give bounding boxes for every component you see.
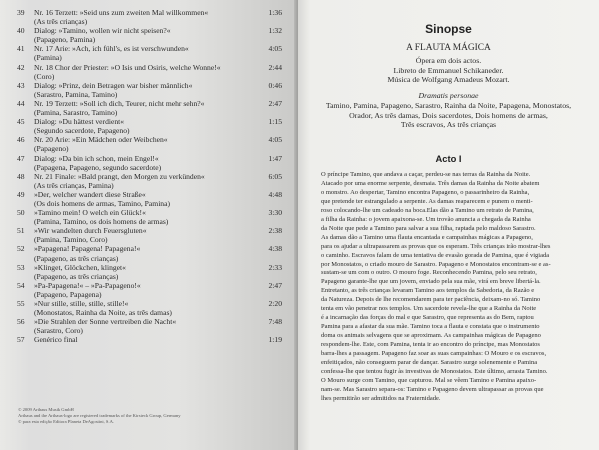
track-number: 40 bbox=[17, 26, 25, 36]
track-duration: 2:20 bbox=[268, 299, 282, 308]
track-title: »Klinget, Glöckchen, klinget« bbox=[34, 262, 126, 272]
track-row bbox=[17, 63, 282, 72]
track-cast-row bbox=[17, 53, 282, 62]
track-title: »Nur stille, stille, stille, stille!« bbox=[34, 299, 129, 308]
track-number bbox=[17, 272, 34, 281]
track-cast-row bbox=[17, 163, 282, 172]
track-number: 48 bbox=[17, 171, 25, 181]
synopsis-line: As damas dão a Tamino uma flauta encantada e campainhas mágicas a Papageno, bbox=[321, 233, 533, 241]
track-title: »Wir wandelten durch Feuersgluten« bbox=[34, 226, 147, 236]
track-number: 46 bbox=[17, 135, 25, 145]
track-duration: 1:15 bbox=[268, 117, 282, 127]
track-row bbox=[17, 335, 282, 344]
track-title: Dialog: »Tamino, wollen wir nicht speisen?« bbox=[34, 26, 171, 36]
track-number: 45 bbox=[17, 117, 25, 127]
track-title: Genérico final bbox=[34, 335, 78, 345]
track-title: (Papageno, Papagena) bbox=[34, 289, 102, 299]
track-cast-row bbox=[17, 326, 282, 335]
track-row bbox=[17, 172, 282, 181]
track-duration: 1:47 bbox=[268, 153, 282, 163]
track-duration bbox=[250, 126, 282, 135]
track-duration: 2:47 bbox=[268, 98, 282, 108]
track-row bbox=[17, 44, 282, 53]
track-number: 51 bbox=[17, 226, 25, 236]
synopsis-line: O príncipe Tamino, que andava a caçar, perdeu-se nas terras da Rainha da Noite. bbox=[321, 171, 531, 178]
track-number bbox=[17, 72, 34, 81]
track-duration bbox=[250, 308, 282, 317]
info-line: Música de Wolfgang Amadeus Mozart. bbox=[387, 75, 510, 85]
info-line: Libreto de Emmanuel Schikaneder. bbox=[393, 65, 504, 75]
track-number bbox=[17, 326, 34, 335]
track-duration bbox=[250, 235, 282, 244]
track-duration bbox=[250, 326, 282, 335]
track-cast-row bbox=[17, 217, 282, 226]
track-number bbox=[17, 181, 34, 190]
track-number: 44 bbox=[17, 98, 25, 108]
track-number: 42 bbox=[17, 62, 25, 72]
track-title: (Sarastro, Pamina, Tamino) bbox=[34, 89, 118, 99]
track-title: (Monostatos, Rainha da Noite, as três damas) bbox=[34, 308, 172, 318]
track-title: Nr. 18 Chor der Priester: »O Isis und Osiris, welche Wonne!« bbox=[34, 62, 221, 72]
track-row bbox=[17, 81, 282, 90]
track-number: 43 bbox=[17, 80, 25, 90]
track-number: 47 bbox=[17, 153, 25, 163]
track-number bbox=[17, 199, 34, 208]
synopsis-line: Pamina para a afastar da sua mãe. Tamino toca a flauta e constata que o instrumento bbox=[321, 323, 540, 331]
track-duration: 1:32 bbox=[268, 26, 282, 36]
track-title: (As três crianças, Pamina) bbox=[34, 180, 114, 190]
synopsis-line: enfeitiçados, não conseguem parar de dançar. Sarastro surge solenemente e Pamina bbox=[321, 359, 538, 367]
track-title: »Papagena! Papagena! Papagena!« bbox=[34, 244, 141, 254]
track-number: 39 bbox=[17, 8, 25, 17]
dramatis-line: Tamino, Pamina, Papageno, Sarastro, Rainha da Noite, Papagena, Monostatos, bbox=[325, 101, 572, 110]
track-title: (Papageno, Pamina) bbox=[34, 35, 96, 45]
track-number bbox=[17, 163, 34, 172]
track-title: (Papageno) bbox=[34, 144, 69, 154]
track-row bbox=[17, 281, 282, 290]
track-number: 55 bbox=[17, 299, 25, 308]
synopsis-line: O Mouro surge com Tamino, que capturou. Mal se vêem Tamino e Pamina apaixo- bbox=[321, 376, 537, 384]
track-duration: 0:46 bbox=[268, 80, 282, 90]
track-row bbox=[17, 8, 282, 17]
track-duration bbox=[250, 53, 282, 62]
track-cast-row bbox=[17, 90, 282, 99]
track-cast-row bbox=[17, 108, 282, 117]
track-row bbox=[17, 317, 282, 326]
dramatis-title: Dramatis personae bbox=[418, 91, 479, 100]
track-row bbox=[17, 135, 282, 144]
track-number bbox=[17, 217, 34, 226]
synopsis-line: respondem-lhe. Este, com Pamina, tenta ir ao encontro do príncipe, mas Monostatos bbox=[321, 341, 540, 349]
track-title: (Pamina, Tamino, os dois homens de armas) bbox=[34, 217, 169, 227]
track-title: Dialog: »Da bin ich schon, mein Engel!« bbox=[34, 153, 159, 163]
track-duration bbox=[250, 272, 282, 281]
track-number bbox=[17, 90, 34, 99]
track-duration: 4:48 bbox=[268, 189, 282, 199]
track-duration bbox=[250, 199, 282, 208]
track-row bbox=[17, 208, 282, 217]
track-number bbox=[17, 144, 34, 153]
synopsis-line: que pretende ter estrangulado a serpente. As damas reaparecem e punem o menti- bbox=[321, 197, 533, 205]
info-line: Ópera em dois actos. bbox=[415, 56, 482, 65]
track-number bbox=[17, 235, 34, 244]
track-cast-row bbox=[17, 235, 282, 244]
track-title: (Papageno, as três crianças) bbox=[34, 253, 119, 263]
synopsis-line: nam-se. Mas Sarastro separa-os: Tamino e Papageno devem ultrapassar as provas que bbox=[321, 385, 544, 393]
track-number: 53 bbox=[17, 262, 25, 272]
track-title: (Sarastro, Coro) bbox=[34, 326, 83, 336]
synopsis-line: Atacado por uma enorme serpente, desmaia. Três damas da Rainha da Noite abatem bbox=[321, 179, 540, 187]
track-title: (Pamina) bbox=[34, 53, 62, 63]
track-row bbox=[17, 154, 282, 163]
synopsis-line: confessa-lhe que tentou fugir às investivas de Monostatos. Este último, arrasta Tamino. bbox=[321, 367, 548, 375]
track-list bbox=[17, 8, 282, 344]
left-page bbox=[0, 0, 298, 450]
track-row bbox=[17, 226, 282, 235]
track-duration bbox=[250, 90, 282, 99]
track-duration: 2:47 bbox=[268, 280, 282, 290]
track-title: (As três crianças) bbox=[34, 17, 88, 27]
dramatis-list bbox=[298, 101, 599, 130]
synopsis-line: barra-lhes a passagem. Papageno faz soar as suas campainhas: O Mouro e os escravos, bbox=[321, 350, 547, 358]
track-duration bbox=[250, 108, 282, 117]
track-number: 50 bbox=[17, 208, 25, 218]
track-cast-row bbox=[17, 290, 282, 299]
track-number bbox=[17, 290, 34, 299]
track-duration bbox=[250, 254, 282, 263]
opera-title: A FLAUTA MÁGICA bbox=[406, 43, 491, 53]
track-cast-row bbox=[17, 72, 282, 81]
track-title: (Pamina, Tamino, Coro) bbox=[34, 235, 108, 245]
track-duration bbox=[250, 35, 282, 44]
track-duration: 4:05 bbox=[268, 135, 282, 145]
track-number: 41 bbox=[17, 44, 25, 54]
track-cast-row bbox=[17, 144, 282, 153]
copyright-footer bbox=[18, 407, 181, 426]
track-row bbox=[17, 244, 282, 253]
track-duration bbox=[250, 163, 282, 172]
synopsis-line: por Monostatos, o criado mouro de Sarastro. Papageno e Monostatos encontram-se e as- bbox=[321, 260, 551, 268]
synopsis-text bbox=[321, 171, 583, 404]
synopsis-line: roso colocando-lhe um cadeado na boca.Elas dão a Tamino um retrato de Pamina, bbox=[321, 206, 534, 214]
track-cast-row bbox=[17, 254, 282, 263]
track-duration: 2:44 bbox=[268, 62, 282, 72]
synopsis-line: da Noite que pede a Tamino para salvar a sua filha, raptada pelo maldoso Sarastro. bbox=[321, 224, 536, 232]
track-cast-row bbox=[17, 181, 282, 190]
track-number: 49 bbox=[17, 189, 25, 199]
track-number: 57 bbox=[17, 335, 25, 345]
track-duration: 7:48 bbox=[268, 317, 282, 327]
track-title: Nr. 17 Arie: »Ach, ich fühl's, es ist verschwunden« bbox=[34, 44, 189, 54]
act-title: Acto I bbox=[435, 153, 462, 164]
track-number bbox=[17, 108, 34, 117]
synopsis-line: da Natureza. Depois de lhe recomendarem para ter paciência, deixam-no só. Tamino bbox=[321, 296, 541, 304]
track-duration bbox=[250, 72, 282, 81]
synopsis-line: o monstro. Ao despertar, Tamino encontra Papageno, o passarinheiro da Rainha, bbox=[321, 188, 530, 196]
track-title: (Pamina, Sarastro, Tamino) bbox=[34, 108, 118, 118]
track-number: 52 bbox=[17, 244, 25, 254]
page-title: Sinopse bbox=[425, 22, 472, 36]
track-title: (Segundo sacerdote, Papageno) bbox=[34, 126, 130, 136]
track-number: 54 bbox=[17, 280, 25, 290]
track-number bbox=[17, 126, 34, 135]
synopsis-line: o caminho. Escravos falam de uma tentativa de evasão gorada de Pamina, que é vigiada bbox=[321, 251, 550, 259]
track-title: (Os dois homens de armas, Tamino, Pamina) bbox=[34, 198, 170, 208]
track-row bbox=[17, 190, 282, 199]
track-title: »Die Strahlen der Sonne vertreiben die Nacht« bbox=[34, 317, 177, 327]
synopsis-line: Papageno garante-lhe que um jovem, enviado pela sua mãe, virá em breve libertá-la. bbox=[321, 278, 541, 286]
track-title: Nr. 20 Arie: »Ein Mädchen oder Weibchen« bbox=[34, 135, 168, 145]
track-row bbox=[17, 299, 282, 308]
track-title: (Papageno, as três crianças) bbox=[34, 271, 119, 281]
track-title: Dialog: »Prinz, dein Betragen war bisher männlich« bbox=[34, 80, 193, 90]
synopsis-line: sustam-se um com o outro. O mouro foge. Reconhecendo Pamina, pelo seu retrato, bbox=[321, 269, 537, 277]
track-duration bbox=[250, 144, 282, 153]
track-title: »Der, welcher wandert diese Straße« bbox=[34, 189, 146, 199]
track-row bbox=[17, 99, 282, 108]
dramatis-line: Três escravos, As três crianças bbox=[400, 120, 497, 130]
track-duration: 4:38 bbox=[268, 244, 282, 254]
track-duration: 6:05 bbox=[268, 171, 282, 181]
track-title: Nr. 16 Terzett: »Seid uns zum zweiten Mal willkommen« bbox=[34, 8, 209, 17]
track-number bbox=[17, 308, 34, 317]
track-cast-row bbox=[17, 272, 282, 281]
track-duration bbox=[250, 290, 282, 299]
track-title: (Papagena, Papageno, segundo sacerdote) bbox=[34, 162, 162, 172]
synopsis-line: a filha da Rainha: o jovem apaixona-se. Um trovão anuncia a chegada da Rainha bbox=[321, 215, 531, 223]
track-row bbox=[17, 263, 282, 272]
track-title: Nr. 19 Terzett: »Soll ich dich, Teurer, nicht mehr sehn?« bbox=[34, 98, 205, 108]
track-title: Nr. 21 Finale: »Bald prangt, den Morgen zu verkünden« bbox=[34, 171, 205, 181]
track-cast-row bbox=[17, 126, 282, 135]
track-duration: 4:05 bbox=[268, 44, 282, 54]
dramatis-line: Orador, As três damas, Dois sacerdotes, Dois homens de armas, bbox=[349, 110, 548, 120]
track-title: Dialog: »Du hättest verdient« bbox=[34, 117, 125, 127]
footer-line: © para esta edição Editora Planeta DeAgostini, S.A. bbox=[18, 419, 115, 425]
track-duration bbox=[250, 181, 282, 190]
track-duration: 2:38 bbox=[268, 226, 282, 236]
track-duration: 1:19 bbox=[268, 335, 282, 345]
track-cast-row bbox=[17, 17, 282, 26]
synopsis-line: tenta em vão penetrar nos templos. Um sacerdote revela-lhe que a Rainha da Noite bbox=[321, 305, 537, 313]
track-title: »Tamino mein! O welch ein Glück!« bbox=[34, 208, 146, 218]
footer-line: Arthaus and the Arthaus-logo are registered trademarks of the Kirsteck Group, Germany bbox=[18, 413, 181, 419]
track-number bbox=[17, 53, 34, 62]
synopsis-line: Entretanto, as três crianças levaram Tamino aos templos da Sabedoria, da Razão e bbox=[321, 287, 535, 295]
opera-info bbox=[298, 56, 599, 85]
track-number bbox=[17, 35, 34, 44]
track-title: (Coro) bbox=[34, 71, 55, 81]
track-cast-row bbox=[17, 35, 282, 44]
synopsis-line: para os ajudar a ultrapassarem as provas que os esperam. Três crianças irão mostrar-lhes bbox=[321, 242, 551, 250]
track-duration bbox=[250, 17, 282, 26]
synopsis-line: lhes permitirão ser admitidos na Fraternidade. bbox=[321, 394, 441, 402]
track-cast-row bbox=[17, 308, 282, 317]
track-number bbox=[17, 254, 34, 263]
track-duration: 1:36 bbox=[268, 8, 282, 17]
track-row bbox=[17, 26, 282, 35]
track-row bbox=[17, 117, 282, 126]
synopsis-line: é a incarnação das forças do mal e que Sarastro, que representa as do Bem, raptou bbox=[321, 314, 534, 322]
track-cast-row bbox=[17, 199, 282, 208]
synopsis-line: doma os animais selvagens que se aproximam. As campainhas mágicas de Papageno bbox=[321, 332, 541, 340]
track-duration bbox=[250, 217, 282, 226]
track-title: »Pa-Papagena!« – »Pa-Papageno!« bbox=[34, 280, 141, 290]
footer-line: © 2009 Arthaus Musik GmbH bbox=[18, 407, 74, 412]
track-number: 56 bbox=[17, 317, 25, 327]
track-duration: 2:33 bbox=[268, 262, 282, 272]
track-number bbox=[17, 17, 34, 26]
track-duration: 3:30 bbox=[268, 208, 282, 218]
